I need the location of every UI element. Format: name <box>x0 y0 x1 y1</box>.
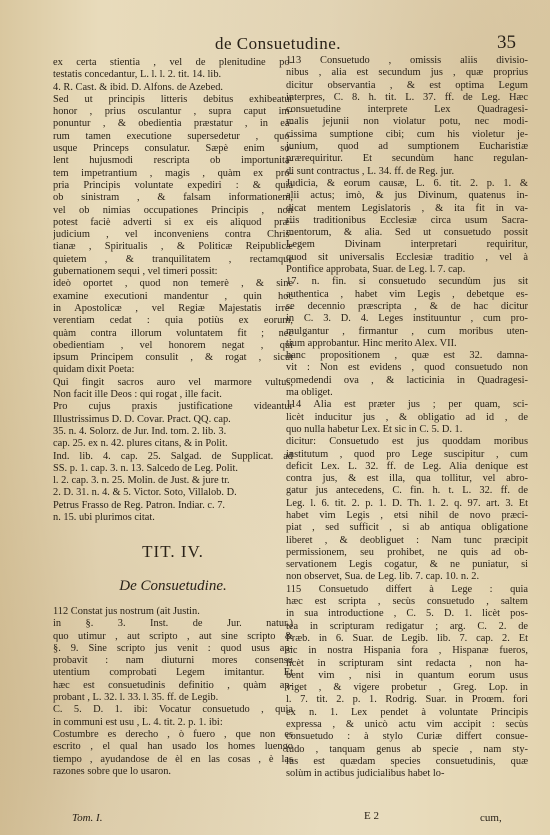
text-line: Præb. in 6. Suar. de Legib. lib. 7. cap. 2. Et <box>286 632 528 644</box>
text-line: licèt in scripturam sint redacta , non ha- <box>286 657 528 669</box>
text-line: Judicia, & eorum causæ, L. 6. tit. 2. p. 1. & <box>286 177 528 189</box>
left-column-text-2 <box>53 606 293 778</box>
text-line: dicitur: Consuetudo est jus quoddam moribus <box>286 436 528 448</box>
running-title: de Consuetudine. <box>215 34 342 53</box>
text-line: mulgantur , firmantur , cum moribus uten- <box>286 325 528 337</box>
text-line: §. 9. Sine scripto jus venit : quod usus ap- <box>53 642 293 654</box>
text-line: ex certa stientia , vel de plenitudine po- <box>53 57 293 68</box>
text-line: interpres, C. 8. h. tit. L. 37. ff. de Leg. Hæc <box>286 91 528 103</box>
text-line: permissionem, seu prohibet, ne quis ad ob- <box>286 546 528 558</box>
text-line: SS. p. 1. cap. 3. n. 13. Salcedo de Leg. Polit. <box>53 462 238 474</box>
text-line: vel ob nimias occupationes Principis , non <box>53 204 293 216</box>
text-line: mentorum, & alia. Sed ut consuetudo possit <box>286 227 528 239</box>
text-line: tium approbantur. Hinc merito Alex. VII. <box>286 337 457 349</box>
text-line: l. 7. tit. 2. p. 1. Rodrig. Suar. in Proœm. fori <box>286 694 528 706</box>
text-line: quo utimur , aut scripto , aut sine scripto & <box>53 630 293 642</box>
text-line: quàm contra illorum voluntatem fit ; nec <box>53 327 293 339</box>
text-line: hæc est scripta , secùs consuetudo , saltem <box>286 596 528 608</box>
text-line: servationem Legis cogatur, & ne puniatur, si <box>286 559 528 571</box>
text-line: junium, quod ad sumptionem Eucharistiæ <box>286 141 528 153</box>
text-line: comedendi ova , & lacticinia in Quadragesi- <box>286 374 528 386</box>
text-line: probavit : nam diuturni mores consensu <box>53 655 293 667</box>
text-line: 4. R. Cast. & ibid. D. Alfons. de Azebed. <box>53 81 223 93</box>
text-line: nibus , alia est secundum jus , quæ proprius <box>286 67 528 79</box>
text-line: Sed ut principis litteris debitus exhibeatur <box>53 93 293 105</box>
text-line: ob sinistram , & falsam informationem, <box>53 192 293 204</box>
text-line: gubernationem sequi , vel timeri possit: <box>53 266 218 278</box>
text-line: non observet, Sua. de Leg. lib. 7. cap. 10. n. 2. <box>286 571 480 583</box>
text-line: Pro cujus praxis justificatione videantur <box>53 401 293 413</box>
text-line: Ind. lib. 4. cap. 25. Salgad. de Supplicat. ad <box>53 450 293 462</box>
text-line: probant , L. 32. l. 33. l. 35. ff. de Legib. <box>53 692 219 704</box>
text-line: 2. D. 31. n. 4. & 5. Victor. Soto, Villalob. D. <box>53 487 237 499</box>
text-line: in sua introductione , C. 5. D. 1. licèt pos- <box>286 608 528 620</box>
text-line: in C. 3. D. 4. Leges instituuntur , cum pro- <box>286 313 528 325</box>
text-line: viget , & vigere probetur , Greg. Lop. in <box>286 682 528 694</box>
text-line: institutum , quod pro Lege suscipitur , cum <box>286 448 528 460</box>
text-line: cissima sumptione cibi; cum his violetur je- <box>286 128 528 140</box>
text-line: honor , prius osculantur , supra caput im- <box>53 106 293 118</box>
text-line: quo nulla habetur Lex. Et sic in C. 5. D. 1. <box>286 423 463 435</box>
text-line: in Apostolicæ , vel Regiæ Majestatis irre- <box>53 302 293 314</box>
text-line: liberet , & deobliguet : Nam tunc præcipit <box>286 534 528 546</box>
text-line: obedientiam , vel honorem negat , qui <box>53 339 293 351</box>
text-line: Pontifice approbata, Suar. de Leg. l. 7. cap. <box>286 264 466 276</box>
text-line: consuetudo : à stylo Curiæ differt consue- <box>286 731 528 743</box>
text-line: riis traditionibus Ecclesiæ circa usum Sacra- <box>286 214 528 226</box>
text-line: examine executioni mandentur , quin hoc <box>53 290 293 302</box>
text-line: licèt inducitur jus , & obligatio ad id , de <box>286 411 528 423</box>
text-line: quietem , & tranquilitatem , rectamque <box>53 253 293 265</box>
text-line: ma obliget. <box>286 387 333 399</box>
text-line: vit : Non est evidens , quod consuetudo non <box>286 362 528 374</box>
text-line: 113 Consuetudo , omissis aliis divisio- <box>286 55 528 66</box>
text-line: solùm in actibus judicialibus habet lo- <box>286 768 445 780</box>
text-line: alii actus; imò, & jus Divinum, quatenus in- <box>286 190 528 202</box>
text-line: quod sit universalis Ecclesiæ traditio , vel à <box>286 251 528 263</box>
text-line: l. 2. cap. 3. n. 25. Molin. de Just. & jure tr. <box>53 475 230 487</box>
left-column-text <box>53 57 293 524</box>
text-line: Costumbre es derecho , ò fuero , que non es <box>53 728 293 740</box>
text-line: 114 Alia est præter jus ; per quam, sci- <box>286 399 528 411</box>
text-line: ex n. 1. Lex pendet à voluntate Principis <box>286 706 528 718</box>
text-line: contra jus, & est illa, qua tollitur, vel abro- <box>286 473 528 485</box>
text-line: tem impetrantium , magis , quàm ex pro- <box>53 167 293 179</box>
catchword: cum, <box>480 812 502 824</box>
text-line: Illustrissimus D. D. Covar. Pract. QQ. cap. <box>53 413 231 425</box>
text-line: utentium comprobati Legem imitantur. Et <box>53 667 293 679</box>
text-line: 17. n. fin. si consuetudo secundùm jus sit <box>286 276 528 288</box>
text-line: C. 5. D. 1. ibi: Vocatur consuetudo , quia <box>53 704 293 716</box>
text-line: 35. n. 4. Solorz. de Jur. Ind. tom. 2. lib. 3. <box>53 425 227 437</box>
text-line: prærequiritur. Et secundùm hanc regulan- <box>286 153 528 165</box>
text-line: 112 Constat jus nostrum (ait Justin. <box>53 606 200 617</box>
text-line: lent hujusmodi rescripta ob importunita- <box>53 155 293 167</box>
text-line: authentica , habet vim Legis , debetque es- <box>286 288 528 300</box>
text-line: piat , sed sufficit , si ab antiqua obligatione <box>286 522 528 534</box>
text-line: tianæ , Spiritualis , & Politicæ Reipublicæ <box>53 241 293 253</box>
text-line: gatur jus antecedens, C. fin. h. t. L. 32. ff. de <box>286 485 528 497</box>
text-line: judicium , vel inconveniens contra Chris- <box>53 229 293 241</box>
text-line: dicitur observantia , & est optima Legum <box>286 79 528 91</box>
text-line: habet vim Legis , etsi nihil de novo præci- <box>286 509 528 521</box>
text-line: cap. 25. ex n. 42. plures citans, & in Polit. <box>53 438 228 450</box>
text-line: lus est quædam species consuetudinis, quæ <box>286 755 528 767</box>
text-line: ipsum Principem consulit , & rogat , sicut <box>53 352 293 364</box>
text-line: hanc propositionem , quæ est 32. damna- <box>286 350 528 362</box>
page-header <box>40 34 520 56</box>
text-line: n. 15. ubi plurimos citat. <box>53 511 155 523</box>
text-line: potest faciè adverti si ex eis aliquod præ- <box>53 216 293 228</box>
text-line: Legem Divinam interpretari requiritur, <box>286 239 528 251</box>
text-line: expressa , & unicò actu vim accipit : secùs <box>286 719 528 731</box>
text-line: Petrus Frasso de Reg. Patron. Indiar. c. 7. <box>53 499 225 511</box>
text-line: consuetudine interprete Lex Quadragesi- <box>286 104 528 116</box>
text-line: tudo , tanquam genus ab specie , nam sty- <box>286 743 528 755</box>
text-line: ideò oportet , quod non temerè , & sine <box>53 278 293 290</box>
text-line: escrito , el qual han usado los homes luengo <box>53 741 293 753</box>
text-line: rum tamen executione supersedetur , quo- <box>53 130 293 142</box>
right-column-text <box>286 55 528 781</box>
text-line: deficit Lex. L. 32. ff. de Leg. Alia denique est <box>286 460 528 472</box>
signature-mark: E 2 <box>364 810 379 822</box>
text-line: in communi est usu , L. 4. tit. 2. p. 1. ibi: <box>53 716 223 728</box>
section-subtitle: De Consuetudine. <box>119 578 227 594</box>
text-line: Qui fingit sacros auro vel marmore vultus, <box>53 376 293 388</box>
text-line: dicat mentem Legislatoris , & ita fit in va- <box>286 202 528 214</box>
text-line: ponuntur , & obedientia præstatur , in ea- <box>53 118 293 130</box>
text-line: di sunt contractus , L. 34. ff. de Reg. jur. <box>286 165 455 177</box>
text-line: quidam dixit Poeta: <box>53 364 135 376</box>
text-line: testatis concedantur, L. l. l. 2. tit. 14. lib. <box>53 69 222 81</box>
text-line: sic in nostra Hispania fora , Hispanæ fueros, <box>286 645 528 657</box>
page-number: 35 <box>497 32 516 53</box>
text-line: tiempo , ayudandose de èl en las cosas , è las <box>53 753 293 765</box>
text-line: 115 Consuetudo differt à Lege : quia <box>286 583 528 595</box>
text-line: hæc est consuetudinis definitio , quàm ap- <box>53 679 293 691</box>
text-line: usque Princeps consulatur. Sæpè enim so- <box>53 143 293 155</box>
text-line: Non facit ille Deos : qui rogat , ille facit. <box>53 389 222 401</box>
text-line: Leg. l. 6. tit. 2. p. 1. D. Th. 1. 2. q. 97. art. 3. Et <box>286 497 528 509</box>
text-line: verentiam cedat : quia potiùs ex eorum, <box>53 315 293 327</box>
text-line: tea in scripturam redigatur ; arg. C. 2. de <box>286 620 528 632</box>
text-line: in §. 3. Inst. de Jur. natur.) <box>53 618 293 630</box>
text-line: pria Principis voluntate expediri : & quia <box>53 179 293 191</box>
text-line: razones sobre que lo usaron. <box>53 765 172 777</box>
section-title: TIT. IV. <box>142 542 204 561</box>
text-line: se decennio præscripta , & de hac dicitur <box>286 300 528 312</box>
signature-label: Tom. I. <box>72 812 103 824</box>
text-line: malis jejunii non violatur potu, nec modi- <box>286 116 528 128</box>
text-line: bent vim , nisi in quantum eorum usus <box>286 669 528 681</box>
